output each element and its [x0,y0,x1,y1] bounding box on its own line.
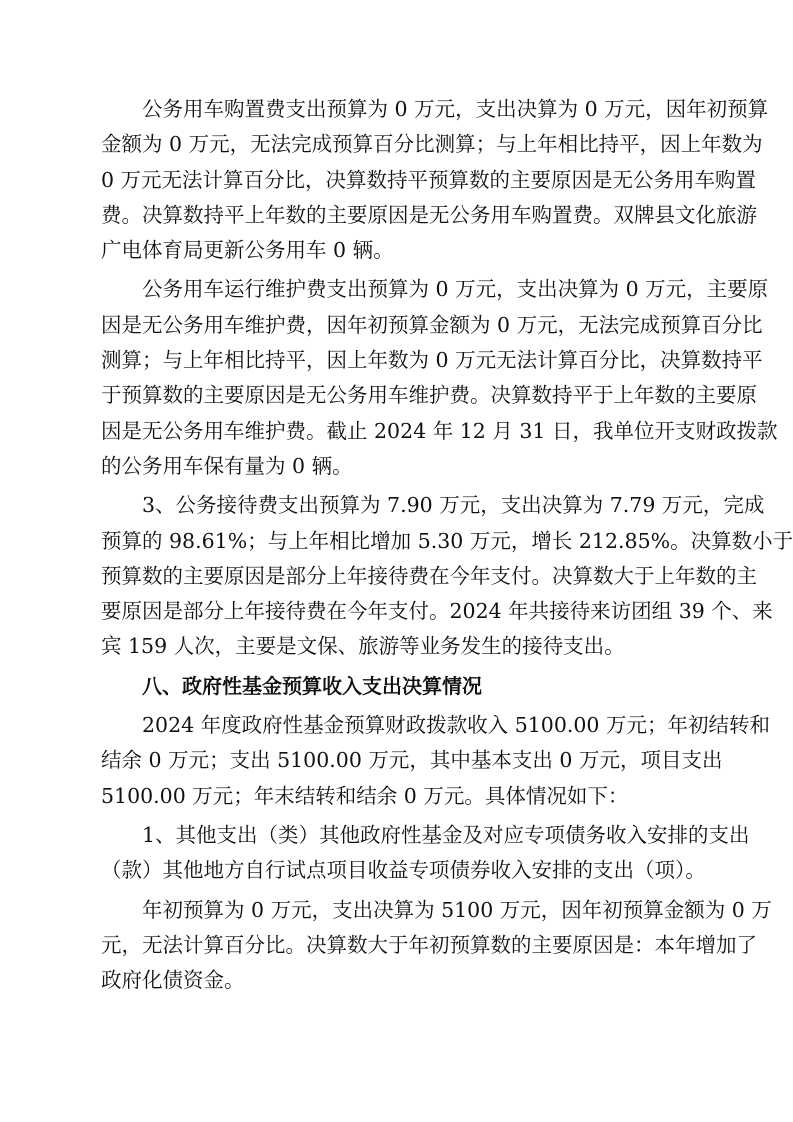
paragraph [101,488,793,664]
text-line: 年初预算为 0 万元，支出决算为 5100 万元，因年初预算金额为 0 万 [142,897,772,922]
text-line: 预算的 98.61%；与上年相比增加 5.30 万元，增长 212.85%。决算数小于 [101,528,793,553]
text-line: 因是无公务用车维护费。截止 2024 年 12 月 31 日，我单位开支财政拨款 [101,418,778,443]
text-line: 预算数的主要原因是部分上年接待费在今年支付。决算数大于上年数的主 [101,563,757,588]
text-line: 的公务用车保有量为 0 辆。 [101,453,353,478]
paragraph [101,272,778,484]
text-line: 5100.00 万元；年末结转和结余 0 万元。具体情况如下： [101,783,629,808]
text-line: 政府化债资金。 [101,968,245,993]
text-line: 结余 0 万元；支出 5100.00 万元，其中基本支出 0 万元，项目支出 [101,748,723,773]
text-line: 公务用车购置费支出预算为 0 万元，支出决算为 0 万元，因年初预算 [142,97,769,121]
text-line: 于预算数的主要原因是无公务用车维护费。决算数持平于上年数的主要原 [101,383,757,408]
document-body [101,92,793,1002]
paragraph [101,818,750,889]
text-line: （款）其他地方自行试点项目收益专项债券收入安排的支出（项）。 [101,858,706,883]
text-line: 2024 年度政府性基金预算财政拨款收入 5100.00 万元；年初结转和 [142,713,770,738]
text-line: 费。决算数持平上年数的主要原因是无公务用车购置费。双牌县文化旅游 [101,202,757,227]
section-heading [101,669,699,704]
text-line: 金额为 0 万元，无法完成预算百分比测算；与上年相比持平，因上年数为 [101,132,763,157]
text-line: 公务用车运行维护费支出预算为 0 万元，支出决算为 0 万元，主要原 [142,277,769,302]
text-line: 测算；与上年相比持平，因上年数为 0 万元无法计算百分比，决算数持平 [101,348,763,373]
text-line: 因是无公务用车维护费，因年初预算金额为 0 万元，无法完成预算百分比 [101,312,763,337]
text-line: 广电体育局更新公务用车 0 辆。 [101,238,394,263]
text-line: 3、公务接待费支出预算为 7.90 万元，支出决算为 7.79 万元，完成 [142,493,765,518]
text-line: 1、其他支出（类）其他政府性基金及对应专项债务收入安排的支出 [142,822,750,847]
paragraph [101,893,772,999]
text-line: 0 万元无法计算百分比，决算数持平预算数的主要原因是无公务用车购置 [101,167,757,192]
text-line: 要原因是部分上年接待费在今年支付。2024 年共接待来访团组 39 个、来 [101,599,773,624]
text-line: 元，无法计算百分比。决算数大于年初预算数的主要原因是：本年增加了 [101,932,757,957]
paragraph [101,92,769,268]
paragraph [101,708,770,814]
text-line: 八、政府性基金预算收入支出决算情况 [142,673,482,698]
text-line: 宾 159 人次，主要是文保、旅游等业务发生的接待支出。 [101,634,625,659]
